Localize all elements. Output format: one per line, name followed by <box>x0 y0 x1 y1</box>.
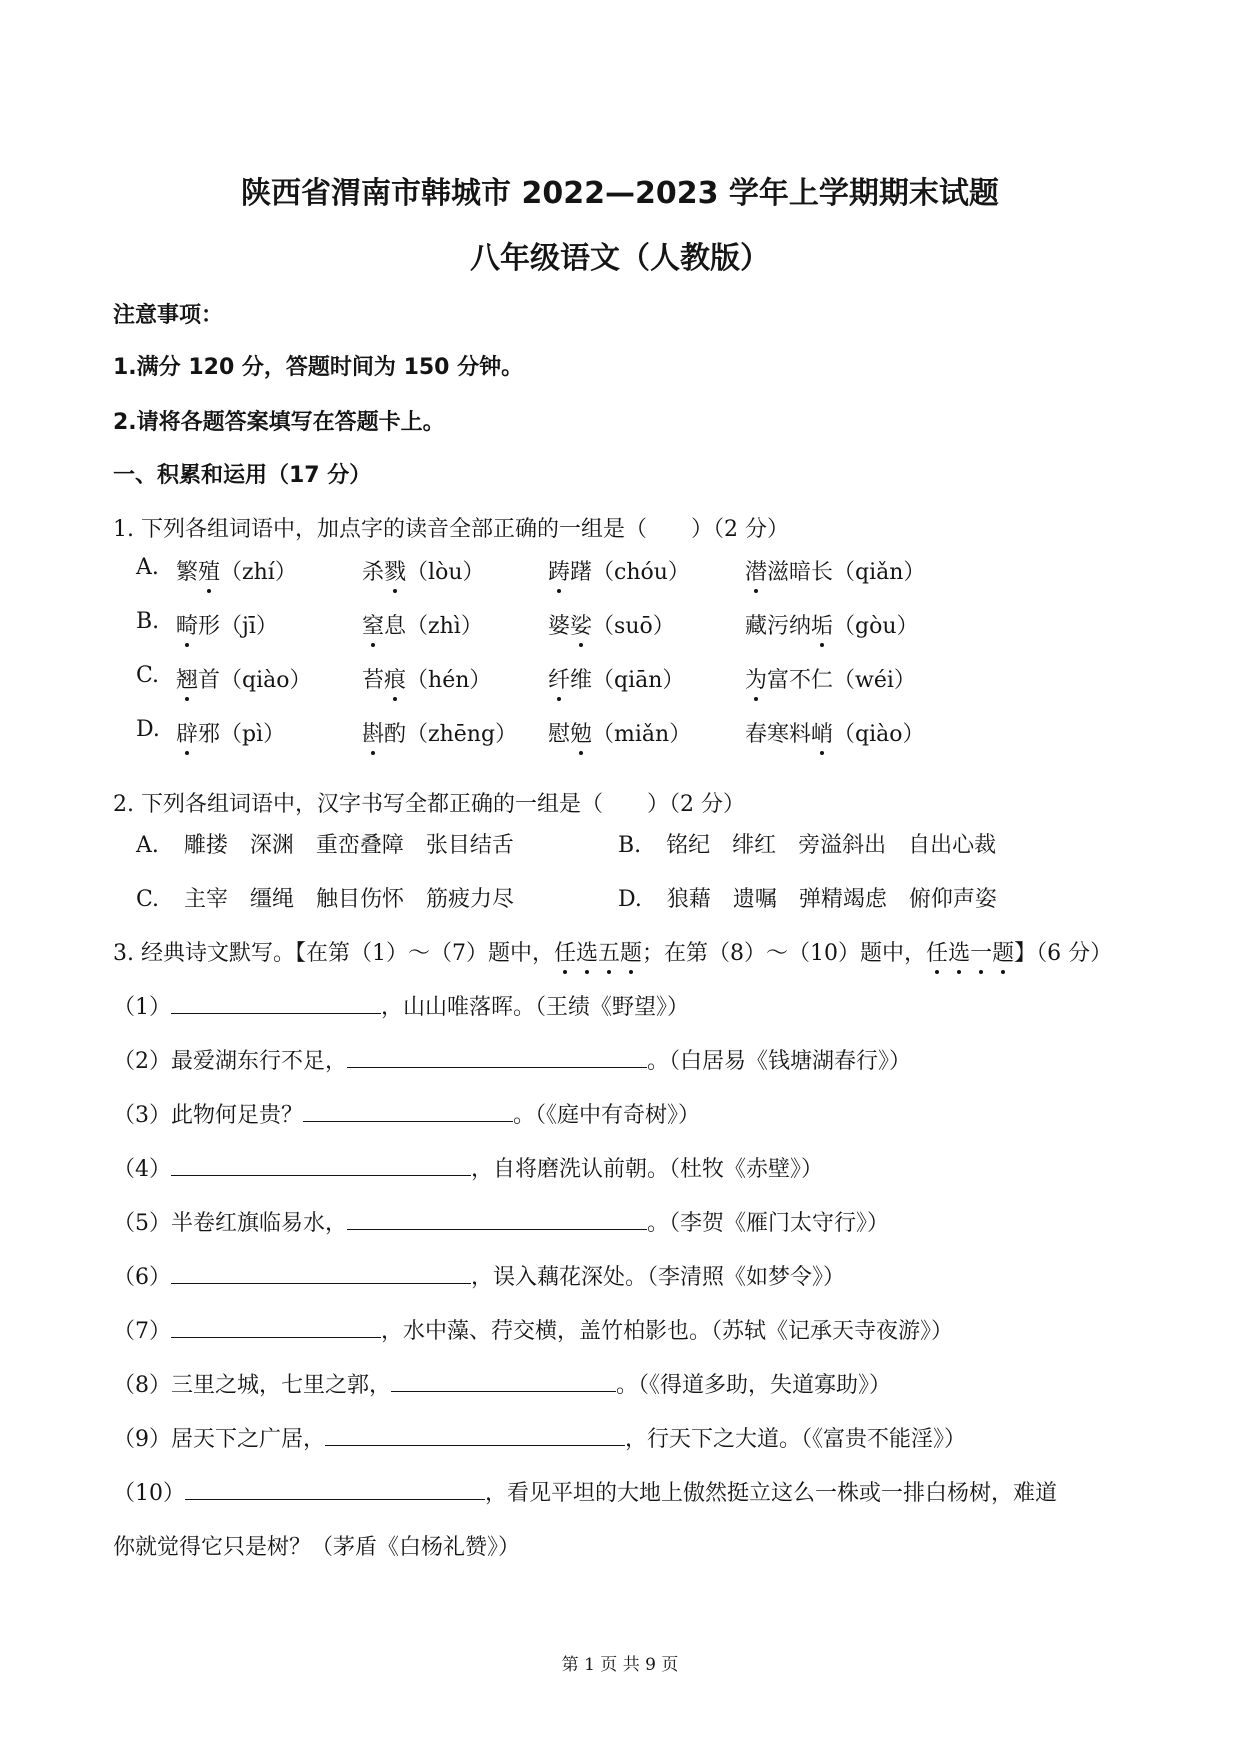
recitation-line: （9）居天下之广居， ，行天下之大道。（《富贵不能淫》） <box>113 1427 967 1452</box>
emphasis-text <box>926 941 1014 966</box>
pinyin: （qiān） <box>592 668 685 693</box>
emphasis-char: 选 <box>576 936 598 967</box>
pinyin: （hén） <box>406 668 492 693</box>
option-word: 苔痕（hén） <box>362 663 491 694</box>
dotted-char: 痕 <box>384 663 406 694</box>
section-heading: 一、积累和运用（17 分） <box>113 463 372 488</box>
question-3-stem <box>113 936 1112 967</box>
line-number: （6） <box>113 1265 171 1290</box>
option-word: 纤维（qiān） <box>548 663 684 694</box>
stem-part: 】（6 分） <box>1014 941 1113 966</box>
option-word: 春寒料峭（qiào） <box>745 717 925 748</box>
emphasis-char: 题 <box>620 936 642 967</box>
answer-blank[interactable] <box>347 1211 647 1230</box>
option-letter: B. <box>136 609 160 634</box>
dotted-char: 勉 <box>570 717 592 748</box>
option-word: 辟邪（pì） <box>176 717 285 748</box>
option-row <box>136 828 514 859</box>
option-word: 繁殖（zhí） <box>176 555 297 586</box>
exam-subtitle: 八年级语文（人教版） <box>470 241 770 276</box>
dotted-char: 窒 <box>362 609 384 640</box>
emphasis-text <box>554 941 642 966</box>
pinyin: （qiào） <box>220 668 312 693</box>
page-number: 第 1 页 共 9 页 <box>561 1655 679 1675</box>
answer-blank[interactable] <box>171 1157 471 1176</box>
recitation-line: （3）此物何足贵？ 。（《庭中有奇树》） <box>113 1103 701 1128</box>
line-number: （10） <box>113 1481 185 1506</box>
line-number: （3） <box>113 1103 171 1128</box>
exam-title: 陕西省渭南市韩城市 2022—2023 学年上学期期末试题 <box>241 176 999 211</box>
answer-blank[interactable] <box>325 1427 625 1446</box>
pinyin: （suō） <box>592 614 675 639</box>
emphasis-char: 任 <box>926 936 948 967</box>
option-letter: A. <box>136 555 159 580</box>
answer-blank[interactable] <box>171 1319 381 1338</box>
dotted-char: 娑 <box>570 609 592 640</box>
question-1-stem: 1. 下列各组词语中，加点字的读音全部正确的一组是（ ）（2 分） <box>113 517 789 542</box>
option-words: 雕搂 深渊 重峦叠障 张目结舌 <box>183 833 514 858</box>
option-letter: B. <box>618 833 642 858</box>
pinyin: （zhì） <box>406 614 483 639</box>
notice-item: 1.满分 120 分，答题时间为 150 分钟。 <box>113 355 524 380</box>
pinyin: （wéi） <box>833 668 916 693</box>
notice-heading: 注意事项： <box>113 303 224 328</box>
line-number: （2） <box>113 1049 171 1074</box>
dotted-char: 戮 <box>384 555 406 586</box>
pinyin: （chóu） <box>592 560 690 585</box>
recitation-line: （2）最爱湖东行不足， 。（白居易《钱塘湖春行》） <box>113 1049 912 1074</box>
recitation-line: （4） ，自将磨洗认前朝。（杜牧《赤壁》） <box>113 1157 824 1182</box>
recitation-line: （6） ，误入藕花深处。（李清照《如梦令》） <box>113 1265 846 1290</box>
dotted-char: 畸 <box>176 609 198 640</box>
pinyin: （lòu） <box>406 560 485 585</box>
option-word: 斟酌（zhēng） <box>362 717 517 748</box>
dotted-char: 殖 <box>198 555 220 586</box>
answer-blank[interactable] <box>185 1481 485 1500</box>
line-number: （5） <box>113 1211 171 1236</box>
option-word: 慰勉（miǎn） <box>548 717 691 748</box>
recitation-line: （10） ，看见平坦的大地上傲然挺立这么一株或一排白杨树，难道 <box>113 1481 1058 1506</box>
option-word: 婆娑（suō） <box>548 609 675 640</box>
dotted-char: 斟 <box>362 717 384 748</box>
line-number: （1） <box>113 995 171 1020</box>
pinyin: （pì） <box>220 722 286 747</box>
answer-blank[interactable] <box>303 1103 513 1122</box>
dotted-char: 峭 <box>811 717 833 748</box>
option-words: 主宰 缰绳 触目伤怀 筋疲力尽 <box>184 887 515 912</box>
option-row <box>618 882 997 913</box>
option-word: 藏污纳垢（gòu） <box>745 609 919 640</box>
pinyin: （qiào） <box>833 722 925 747</box>
line-number: （9） <box>113 1427 171 1452</box>
answer-blank[interactable] <box>347 1049 647 1068</box>
answer-blank[interactable] <box>171 1265 471 1284</box>
option-word: 杀戮（lòu） <box>362 555 484 586</box>
option-letter: C. <box>136 887 160 912</box>
recitation-line: （8）三里之城，七里之郭， 。（《得道多助，失道寡助》） <box>113 1373 892 1398</box>
pinyin: （gòu） <box>833 614 919 639</box>
option-word: 翘首（qiào） <box>176 663 312 694</box>
dotted-char: 垢 <box>811 609 833 640</box>
dotted-char: 辟 <box>176 717 198 748</box>
stem-part: ；在第（8）～（10）题中， <box>642 941 927 966</box>
option-letter: A. <box>136 833 159 858</box>
answer-blank[interactable] <box>391 1373 616 1392</box>
notice-item: 2.请将各题答案填写在答题卡上。 <box>113 410 445 435</box>
dotted-char: 为 <box>745 663 767 694</box>
emphasis-char: 任 <box>554 936 576 967</box>
pinyin: （jī） <box>220 614 278 639</box>
dotted-char: 踌 <box>548 555 570 586</box>
recitation-line: （7） ，水中藻、荇交横，盖竹柏影也。（苏轼《记承天寺夜游》） <box>113 1319 954 1344</box>
option-row <box>618 828 996 859</box>
option-word: 为富不仁（wéi） <box>745 663 916 694</box>
pinyin: （qiǎn） <box>833 560 926 585</box>
dotted-char: 翘 <box>176 663 198 694</box>
recitation-line: （5）半卷红旗临易水， 。（李贺《雁门太守行》） <box>113 1211 890 1236</box>
pinyin: （zhēng） <box>406 722 518 747</box>
option-letter: C. <box>136 663 160 688</box>
dotted-char: 潜 <box>745 555 767 586</box>
emphasis-char: 题 <box>992 936 1014 967</box>
question-3-continuation: 你就觉得它只是树？（茅盾《白杨礼赞》） <box>113 1535 521 1560</box>
option-words: 狼藉 遗嘱 弹精竭虑 俯仰声姿 <box>666 887 997 912</box>
option-word: 畸形（jī） <box>176 609 278 640</box>
recitation-line: （1） ，山山唯落晖。（王绩《野望》） <box>113 995 690 1020</box>
option-word: 踌躇（chóu） <box>548 555 690 586</box>
option-word: 窒息（zhì） <box>362 609 483 640</box>
option-words: 铭纪 绯红 旁溢斜出 自出心裁 <box>666 833 997 858</box>
option-letter: D. <box>618 887 642 912</box>
option-letter: D. <box>136 717 160 742</box>
emphasis-char: 五 <box>598 936 620 967</box>
emphasis-char: 一 <box>970 936 992 967</box>
stem-part: 3. 经典诗文默写。【在第（1）～（7）题中， <box>113 941 554 966</box>
line-number: （8） <box>113 1373 171 1398</box>
option-word: 潜滋暗长（qiǎn） <box>745 555 925 586</box>
pinyin: （zhí） <box>220 560 297 585</box>
question-2-stem: 2. 下列各组词语中，汉字书写全都正确的一组是（ ）（2 分） <box>113 792 745 817</box>
emphasis-char: 选 <box>948 936 970 967</box>
line-number: （7） <box>113 1319 171 1344</box>
option-row <box>136 882 514 913</box>
line-number: （4） <box>113 1157 171 1182</box>
dotted-char: 纤 <box>548 663 570 694</box>
pinyin: （miǎn） <box>592 722 692 747</box>
answer-blank[interactable] <box>171 995 381 1014</box>
